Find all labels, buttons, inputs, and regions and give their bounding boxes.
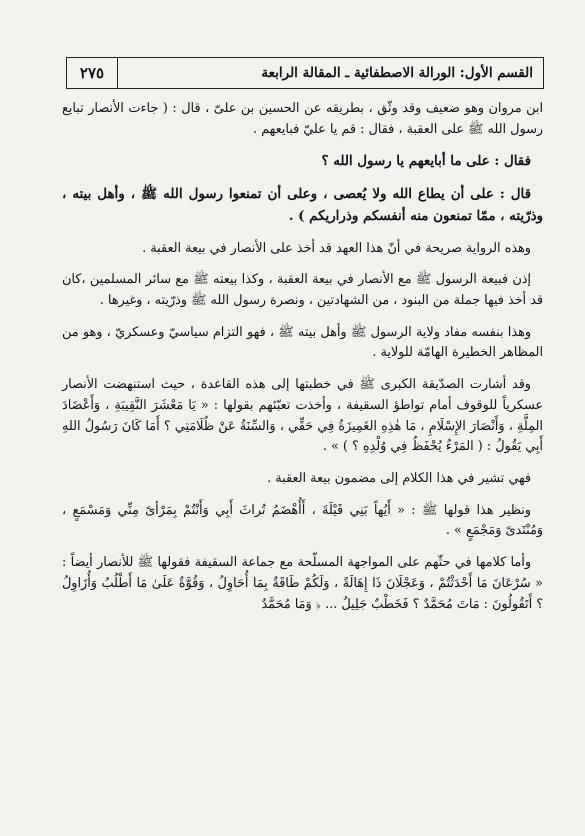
paragraph: وهذا بنفسه مفاد ولاية الرسول ﷺ وأهل بيته ﷺ ، فهو التزام سياسيّ وعسكريّ ، وهو من المظاهر الخطيرة الهامّة للولاية . [62,324,543,361]
paragraph: فهي تشير في هذا الكلام إلى مضمون بيعة العقبة . [267,471,531,487]
paragraph: ابن مروان وهو ضعيف وقد وثّق ، بطريقه عن الحسين بن علىّ ، قال : ( جاءت الأنصار تبايع رسول الله ﷺ على العقبة ، فقال : قم يا عليّ فبايعهم . [62,101,543,137]
paragraph: وقد أشارت الصدّيقة الكبرى ﷺ في خطبتها إلى هذه القاعدة ، حيث استنهضت الأنصار عسكرياً للوقوف أمام تواطؤ السقيفة ، وأخذت تعبّئهم بقولها : « يَا مَعْشَرَ النَّقِيبَةِ ، وَأَعْضَادَ المِلَّةِ ، وَأَنْصَارَ الإِسْلَامِ ، مَا هٰذِهِ الغَمِيزَةُ فِي حَقِّي ، وَالسِّنَةُ عَنْ ظُلَامَتِي ؟ أَمَا كَانَ رَسُولُ اللهِ أَبِي يَقُولُ : ( المَرْءُ يُحْفَظُ فِي وُلْدِهِ ؟ ) » . [62,377,543,455]
paragraph: ونظير هذا قولها ﷺ : « أَيُهاً بَنِي قَيْلَةَ ، أَأُهْضَمُ تُراثَ أَبِي وَأَنْتُمْ بِمَرْأىً مِنِّي وَمَسْمَعٍ ، وَمُنْتَدىً وَمَجْمَعٍ » . [62,502,543,539]
paragraph: قال : على أن يطاع الله ولا يُعصى ، وعلى أن تمنعوا رسول الله ﷺ ، وأهل بيته ، وذرّيته ، ممّا تمنعون منه أنفسكم وذراريكم ) . [62,186,543,224]
page-header [66,57,544,89]
page-number: ٢٧٥ [67,58,118,88]
body-text [62,99,543,626]
paragraph: إذن فبيعة الرسول ﷺ مع الأنصار في بيعة العقبة ، وكذا بيعته ﷺ مع سائر المسلمين ،كان قد أخذ فيها جملة من البنود ، من الشهادتين ، ونصرة رسول الله ﷺ وذرّيته ، وغيرها . [62,272,543,308]
running-title: القسم الأول: الورالة الاصطفائية ـ المقالة الرابعة [261,65,533,81]
paragraph: فقال : على ما أبايعهم يا رسول الله ؟ [321,153,531,170]
paragraph: وهذه الرواية صريحة في أنّ هذا العهد قد أخذ على الأنصار في بيعة العقبة . [142,240,531,256]
paragraph: وأما كلامها في حثّهم على المواجهة المسلّحة مع جماعة السقيفة فقولها ﷺ للأنصار أيضاً : « سُرْعَانَ مَا أَحْدَثْتُمْ ، وَعَجْلَانَ ذَا إِهَالَةً ، وَلَكُمْ طَاقَةٌ بِمَا أُحَاوِلُ ، وَقُوَّةٌ عَلَىٰ مَا أَطْلُبُ وَأُزَاوِلُ ؟ أَتَقُولُونَ : مَاتَ مُحَمَّدٌ ؟ فَخَطْبٌ جَلِيلٌ ... ﴿ وَمَا مُحَمَّدٌ [62,555,543,612]
